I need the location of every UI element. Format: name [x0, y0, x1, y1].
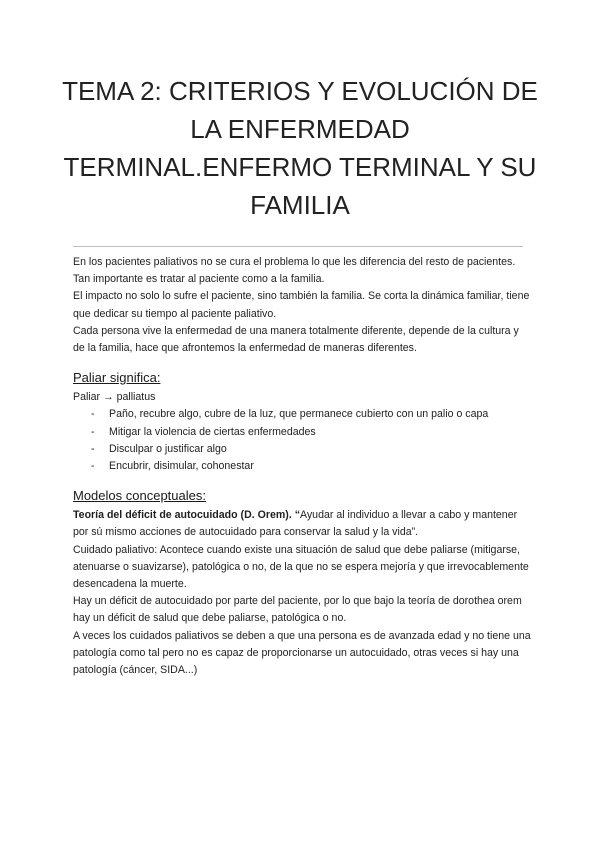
document-body: [73, 254, 533, 679]
list-item: - Paño, recubre algo, cubre de la luz, que permanece cubierto con un palio o capa: [91, 406, 533, 423]
intro-paragraph: Cada persona vive la enfermedad de una manera totalmente diferente, depende de la cultura y de la familia, hace que afrontemos la enfermedad de maneras diferentes.: [73, 324, 519, 355]
section-heading-modelos: Modelos conceptuales:: [73, 488, 206, 504]
paliar-list: [73, 406, 533, 475]
theory-quote: Ayudar al individuo a llevar a cabo y mantener por sú mismo acciones de autocuidado para conservar la salud y la vida”.: [73, 509, 518, 539]
title-line: FAMILIA: [250, 190, 350, 220]
title-divider: [73, 246, 523, 247]
modelos-paragraph: Cuidado paliativo: Acontece cuando existe una situación de salud que debe paliarse (mitigarse, atenuarse o suavizarse), patológica o no, de la que no se espera mejoría y que irrevocablemente desencadena la muerte.: [73, 543, 529, 591]
section-heading-paliar: Paliar significa:: [73, 370, 161, 386]
title-line: TERMINAL.ENFERMO TERMINAL Y SU: [63, 152, 537, 182]
title-line: TEMA 2: CRITERIOS Y EVOLUCIÓN DE: [62, 76, 538, 106]
list-item: - Encubrir, disimular, cohonestar: [91, 458, 533, 475]
theory-paragraph: [73, 507, 533, 541]
intro-paragraph: El impacto no solo lo sufre el paciente, sino también la familia. Se corta la dinámica familiar, tiene que dedicar su tiempo al paciente paliativo.: [73, 290, 530, 320]
modelos-paragraph: Hay un déficit de autocuidado por parte del paciente, por lo que bajo la teoría de dorothea orem hay un déficit de salud que debe paliarse, patológica o no.: [73, 595, 522, 625]
list-item: - Disculpar o justificar algo: [91, 441, 533, 458]
intro-paragraph: Tan importante es tratar al paciente como a la familia.: [73, 273, 325, 286]
list-item: - Mitigar la violencia de ciertas enfermedades: [91, 424, 533, 441]
paliar-etymology: Paliar → palliatus: [73, 391, 156, 404]
modelos-paragraph: A veces los cuidados paliativos se deben a que una persona es de avanzada edad y no tiene una patología como tal pero no es capaz de proporcionarse un autocuidado, otras veces si hay una patología (cáncer, SIDA...): [73, 629, 531, 677]
intro-paragraph: En los pacientes paliativos no se cura el problema lo que les diferencia del resto de pacientes.: [73, 256, 516, 268]
theory-title: Teoría del déficit de autocuidado (D. Orem). “: [73, 509, 301, 522]
title-line: LA ENFERMEDAD: [190, 114, 410, 144]
page-title: [60, 72, 540, 224]
